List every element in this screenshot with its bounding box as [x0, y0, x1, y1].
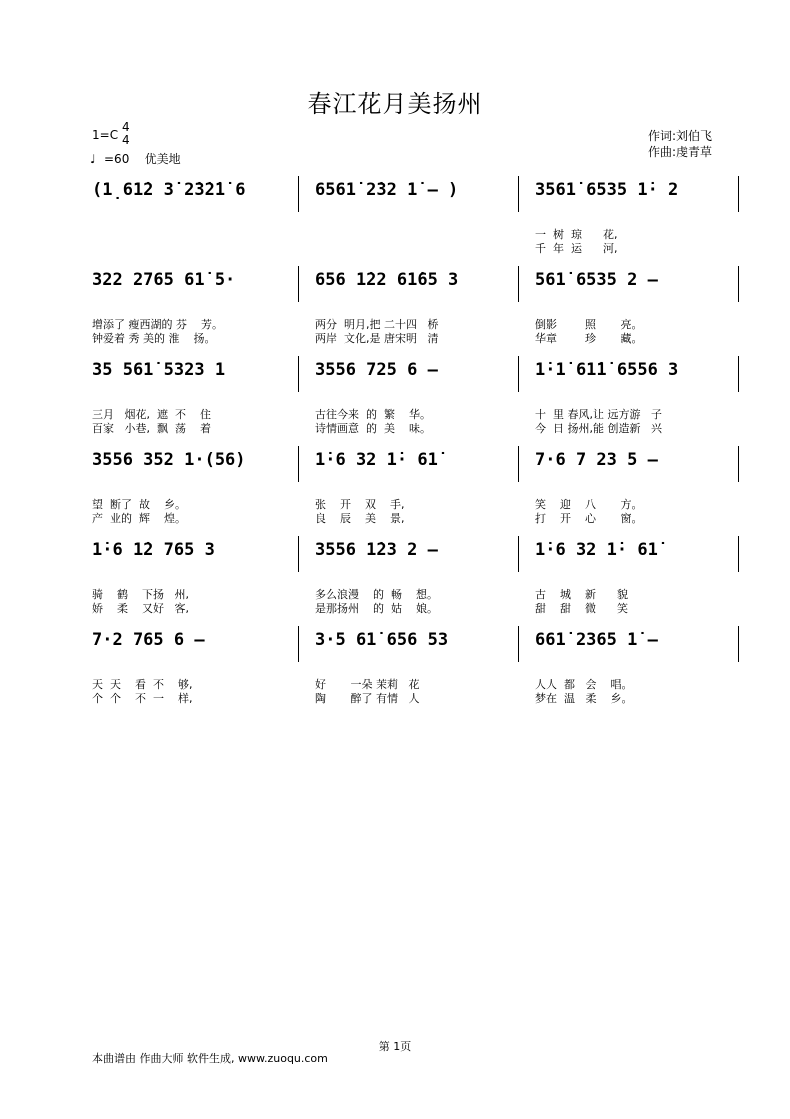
time-bottom: 4	[122, 133, 130, 147]
lyric-line: 良 辰 美 景,	[315, 512, 405, 525]
lyric-line: 两分 明月,把 二十四 桥	[315, 318, 439, 331]
lyric-line: 天 天 看 不 够,	[92, 678, 193, 691]
lyric-line: 今 日 扬州,能 创造新 兴	[535, 422, 662, 435]
measure: 35 561̇ 5323 1	[92, 360, 226, 380]
lyric-line: 一 树 琼 花,	[535, 228, 618, 241]
measure: 656 1̇22 61̇65 3	[315, 270, 459, 290]
score-system	[0, 630, 790, 720]
barline	[298, 266, 299, 302]
barline	[298, 356, 299, 392]
measure: 3556 725 6 –	[315, 360, 438, 380]
measure: 1̇·6 1̇2 765 3	[92, 540, 215, 560]
measure: 7·2 765 6 –	[92, 630, 205, 650]
measure: 3556 352 1·(56)	[92, 450, 246, 470]
barline	[298, 176, 299, 212]
barline	[298, 446, 299, 482]
lyric-line: 千 年 运 河,	[535, 242, 618, 255]
lyric-line: 梦在 温 柔 乡。	[535, 692, 633, 705]
quarter-note-icon: ♩	[90, 152, 96, 166]
time-top: 4	[122, 120, 130, 134]
barline	[738, 626, 739, 662]
lyric-line: 产 业的 辉 煌。	[92, 512, 186, 525]
time-signature	[122, 121, 130, 147]
lyric-line: 甜 甜 微 笑	[535, 602, 628, 615]
measure: (1̣61̇2 3̇ 2̇3̇2̇1̇ 6	[92, 180, 246, 200]
lyric-line: 娇 柔 又好 客,	[92, 602, 189, 615]
score-system	[0, 180, 790, 270]
tempo-value: =60	[104, 152, 130, 166]
lyric-line: 华章 珍 藏。	[535, 332, 643, 345]
barline	[298, 626, 299, 662]
lyric-line: 十 里 春风,让 远方游 子	[535, 408, 662, 421]
lyric-line: 陶 醉了 有情 人	[315, 692, 420, 705]
score-system	[0, 450, 790, 540]
measure: 6561̇ 2̇32 1̇ – )	[315, 180, 459, 200]
barline	[738, 446, 739, 482]
score-system	[0, 360, 790, 450]
footer-credit: 本曲谱由 作曲大师 软件生成, www.zuoqu.com	[92, 1052, 328, 1065]
lyric-line: 诗情画意 的 美 味。	[315, 422, 431, 435]
credits	[648, 128, 712, 160]
measure: 1̇·6 32 1̇· 61̇	[315, 450, 438, 470]
song-title: 春江花月美扬州	[307, 90, 483, 118]
measure: 3556 1̇23 2 –	[315, 540, 438, 560]
measure: 3561̇ 6535 1̇· 2	[535, 180, 679, 200]
page-number: 第 1页	[378, 1040, 412, 1053]
barline	[738, 356, 739, 392]
barline	[738, 536, 739, 572]
mood-marking: 优美地	[144, 152, 181, 166]
barline	[738, 266, 739, 302]
key-signature: 1=C	[92, 128, 119, 142]
lyric-line: 多么浪漫 的 畅 想。	[315, 588, 438, 601]
barline	[518, 176, 519, 212]
barline	[518, 266, 519, 302]
lyric-line: 增添了 瘦西湖的 芬 芳。	[92, 318, 223, 331]
lyric-line: 个 个 不 一 样,	[92, 692, 193, 705]
measure: 1̇·1̇ 61̇1̇ 6556 3	[535, 360, 679, 380]
barline	[738, 176, 739, 212]
measure: 1̇·6 32 1̇· 61̇	[535, 540, 658, 560]
lyric-line: 古往今来 的 繁 华。	[315, 408, 431, 421]
barline	[518, 626, 519, 662]
lyric-line: 望 断了 故 乡。	[92, 498, 186, 511]
measure: 7·6 7 23 5 –	[535, 450, 658, 470]
lyric-line: 好 一朵 茉莉 花	[315, 678, 420, 691]
barline	[518, 356, 519, 392]
barline	[298, 536, 299, 572]
measure: 661̇ 2365 1̇ –	[535, 630, 658, 650]
barline	[518, 446, 519, 482]
lyric-line: 百家 小巷, 飘 荡 着	[92, 422, 211, 435]
lyric-line: 两岸 文化,是 唐宋明 清	[315, 332, 439, 345]
tempo-marking	[90, 150, 181, 167]
lyric-line: 骑 鹤 下扬 州,	[92, 588, 189, 601]
lyric-line: 是那扬州 的 姑 娘。	[315, 602, 438, 615]
lyric-line: 倒影 照 亮。	[535, 318, 643, 331]
lyric-line: 钟爱着 秀 美的 淮 扬。	[92, 332, 216, 345]
lyric-line: 张 开 双 手,	[315, 498, 405, 511]
lyric-line: 打 开 心 窗。	[535, 512, 643, 525]
measure: 3·5 61̇ 656 53	[315, 630, 449, 650]
lyric-line: 古 城 新 貌	[535, 588, 628, 601]
measure: 322 2765 61̇ 5·	[92, 270, 236, 290]
measure: 561̇ 6535 2 –	[535, 270, 658, 290]
lyricist: 作词:刘伯飞	[647, 129, 712, 143]
score-system	[0, 270, 790, 360]
score-system	[0, 540, 790, 630]
lyric-line: 人人 都 会 唱。	[535, 678, 633, 691]
composer: 作曲:虔青草	[647, 145, 712, 159]
lyric-line: 三月 烟花, 遮 不 住	[92, 408, 211, 421]
barline	[518, 536, 519, 572]
lyric-line: 笑 迎 八 方。	[535, 498, 643, 511]
